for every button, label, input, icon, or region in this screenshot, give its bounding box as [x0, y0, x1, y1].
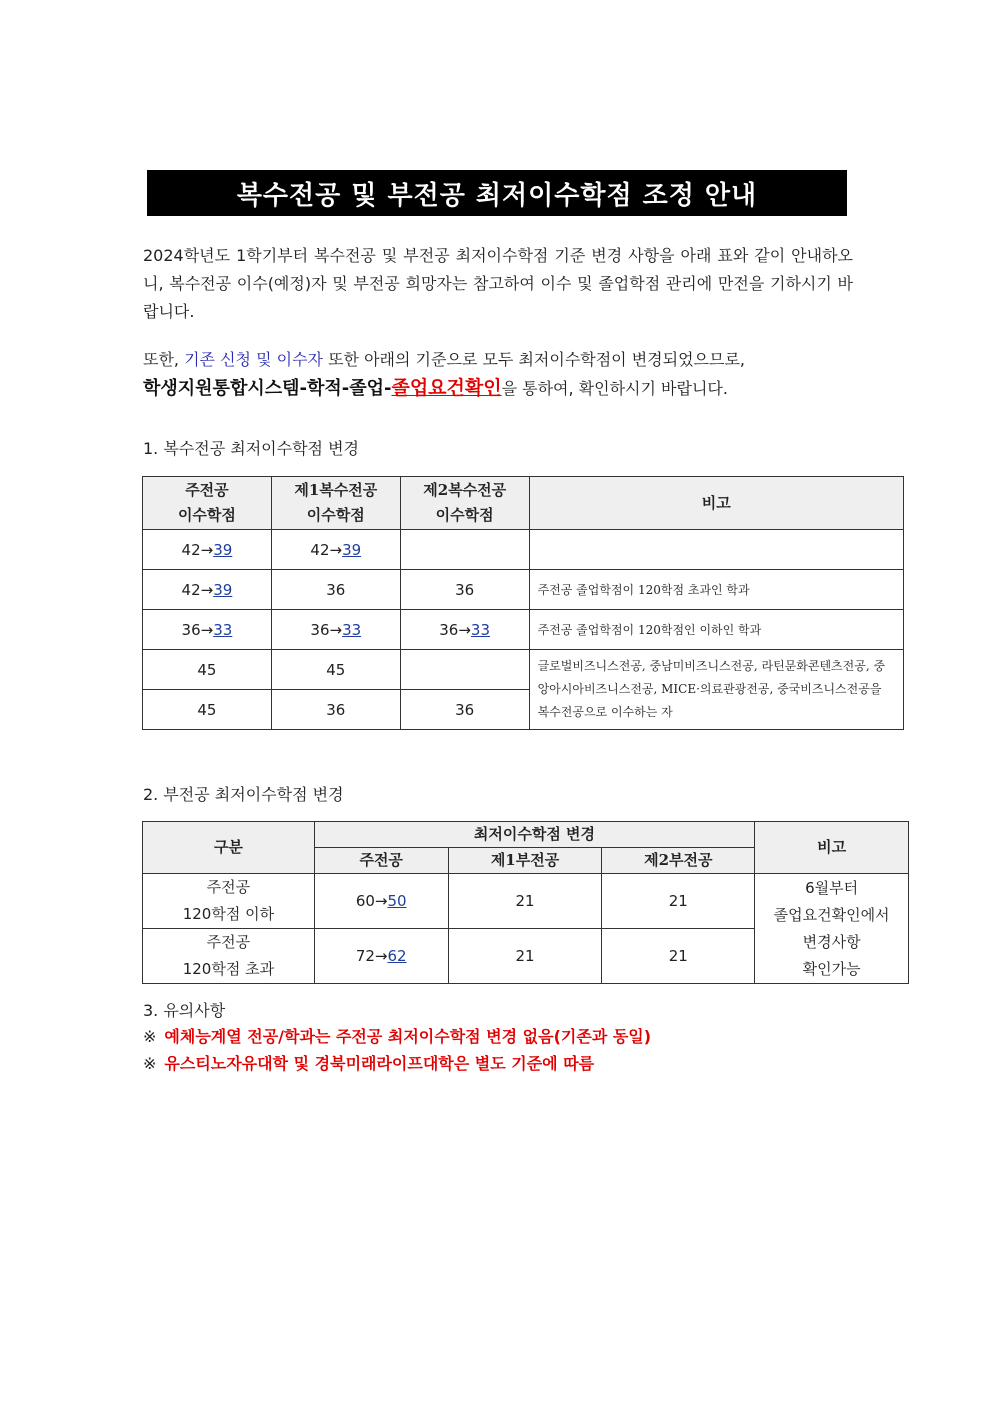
intro-paragraph: 2024학년도 1학기부터 복수전공 및 부전공 최저이수학점 기준 변경 사항을 아래 표와 같이 안내하오니, 복수전공 이수(예정)자 및 부전공 희망자는 참고하여 이수 및 졸업학점 관리에 만전을 기하시기 바랍니다. — [143, 246, 853, 321]
cell-second-minor: 21 — [602, 929, 755, 984]
header-group: 최저이수학점 변경 — [314, 822, 754, 848]
notice-prefix: 또한, — [143, 350, 185, 369]
cell-first: 42→39 — [271, 530, 400, 570]
existing-applicants-text: 기존 신청 및 이수자 — [184, 350, 323, 369]
notice-item: ※ 예체능계열 전공/학과는 주전공 최저이수학점 변경 없음(기존과 동일) — [143, 1027, 652, 1046]
table-row — [143, 610, 904, 650]
cell-first: 36 — [271, 690, 400, 730]
header-major: 주전공 — [314, 848, 448, 874]
table-row — [143, 650, 904, 690]
cell-second — [400, 650, 529, 690]
cell-first: 45 — [271, 650, 400, 690]
cell-major: 42→39 — [143, 570, 272, 610]
cell-second: 36→33 — [400, 610, 529, 650]
cell-major: 45 — [143, 650, 272, 690]
section3-heading: 3. 유의사항 — [143, 1001, 226, 1020]
header-second-double-major: 제2복수전공 이수학점 — [400, 477, 529, 530]
header-first-minor: 제1부전공 — [448, 848, 602, 874]
cell-remark — [529, 530, 903, 570]
cell-major: 36→33 — [143, 610, 272, 650]
cell-merged-remark: 글로벌비즈니스전공, 중남미비즈니스전공, 라틴문화콘텐츠전공, 중앙아시아비즈니스전공, MICE·의료관광전공, 중국비즈니스전공을 복수전공으로 이수하는 자 — [529, 650, 903, 730]
minor-table — [142, 821, 909, 984]
header-second-minor: 제2부전공 — [602, 848, 755, 874]
cell-major: 60→50 — [314, 874, 448, 929]
cell-major: 42→39 — [143, 530, 272, 570]
notice-suffix: 또한 아래의 기준으로 모두 최저이수학점이 변경되었으므로, — [323, 350, 746, 369]
cell-second: 36 — [400, 570, 529, 610]
cell-second: 36 — [400, 690, 529, 730]
double-major-table — [142, 476, 904, 730]
header-major-credits: 주전공 이수학점 — [143, 477, 272, 530]
notice-item: ※ 유스티노자유대학 및 경북미래라이프대학은 별도 기준에 따름 — [143, 1054, 595, 1073]
notice-tail: 을 통하여, 확인하시기 바랍니다. — [501, 379, 728, 398]
notice-paragraph — [143, 346, 853, 403]
table-header-row — [143, 477, 904, 530]
system-path: 학생지원통합시스템-학적-졸업- — [143, 378, 392, 399]
header-category: 구분 — [143, 822, 315, 874]
section2-heading: 2. 부전공 최저이수학점 변경 — [143, 785, 344, 804]
reference-mark: ※ — [143, 1027, 157, 1046]
cell-first-minor: 21 — [448, 874, 602, 929]
table-row — [143, 570, 904, 610]
cell-remark: 주전공 졸업학점이 120학점 초과인 학과 — [529, 570, 903, 610]
cell-remark: 주전공 졸업학점이 120학점인 이하인 학과 — [529, 610, 903, 650]
cell-category: 주전공 120학점 초과 — [143, 929, 315, 984]
cell-second-minor: 21 — [602, 874, 755, 929]
graduation-check-link: 졸업요건확인 — [391, 377, 502, 399]
table-row — [143, 530, 904, 570]
header-remark: 비고 — [529, 477, 903, 530]
table-header-row — [143, 822, 909, 848]
reference-mark: ※ — [143, 1054, 157, 1073]
cell-first: 36 — [271, 570, 400, 610]
table-row — [143, 874, 909, 929]
header-remark: 비고 — [755, 822, 909, 874]
cell-major: 72→62 — [314, 929, 448, 984]
cell-first-minor: 21 — [448, 929, 602, 984]
header-first-double-major: 제1복수전공 이수학점 — [271, 477, 400, 530]
cell-second — [400, 530, 529, 570]
page-title: 복수전공 및 부전공 최저이수학점 조정 안내 — [147, 170, 847, 216]
cell-remark: 6월부터 졸업요건확인에서 변경사항 확인가능 — [755, 874, 909, 984]
cell-first: 36→33 — [271, 610, 400, 650]
section1-heading: 1. 복수전공 최저이수학점 변경 — [143, 439, 359, 458]
cell-category: 주전공 120학점 이하 — [143, 874, 315, 929]
cell-major: 45 — [143, 690, 272, 730]
